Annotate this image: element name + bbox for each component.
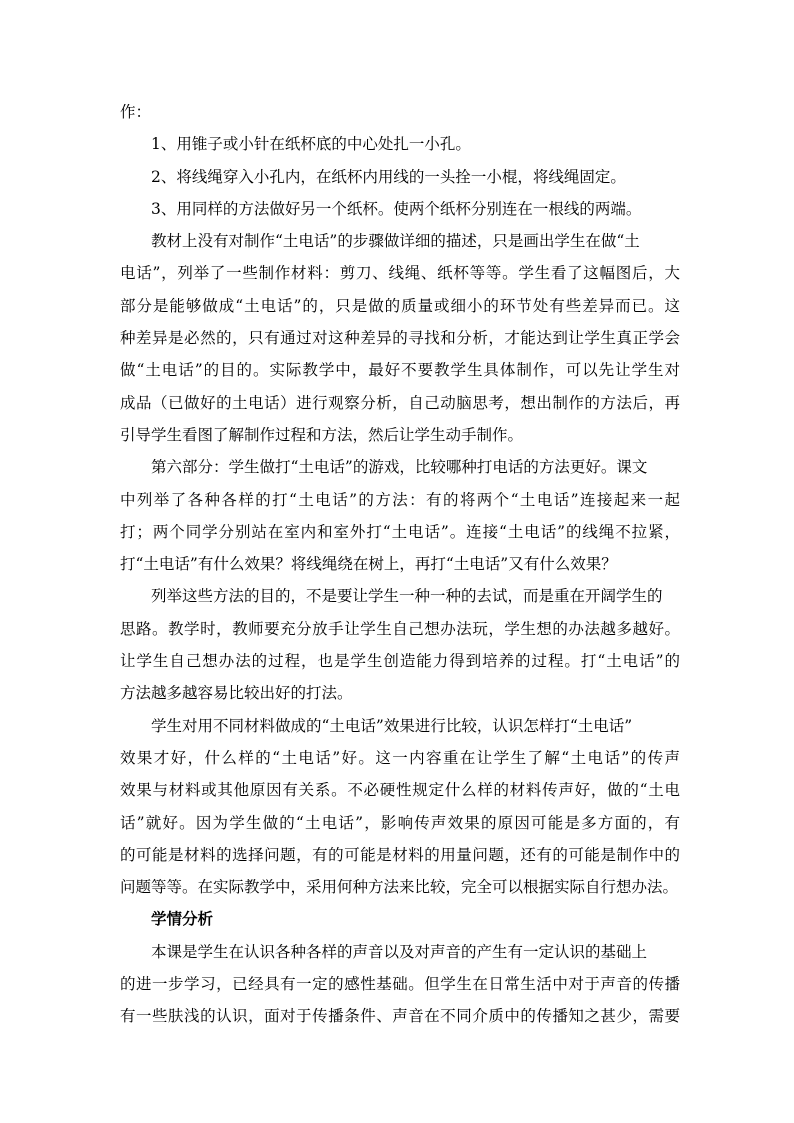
text-line: 部分是能够做成“土电话”的，只是做的质量或细小的环节处有些差异而已。这	[120, 296, 680, 315]
text-line: 1、用锥子或小针在纸杯底的中心处扎一小孔。	[151, 135, 471, 154]
text-line: 打“土电话”有什么效果？将线绳绕在树上，再打“土电话”又有什么效果？	[120, 555, 617, 574]
text-line: 3、用同样的方法做好另一个纸杯。使两个纸杯分别连在一根线的两端。	[151, 199, 642, 218]
text-line: 电话”，列举了一些制作材料：剪刀、线绳、纸杯等等。学生看了这幅图后，大	[120, 264, 680, 283]
text-line: 方法越多越容易比较出好的打法。	[120, 684, 353, 703]
text-line: 思路。教学时，教师要充分放手让学生自己想办法玩，学生想的办法越多越好。	[120, 619, 680, 638]
text-line: 让学生自己想办法的过程，也是学生创造能力得到培养的过程。打“土电话”的	[120, 652, 680, 671]
text-line: 效果才好，什么样的“土电话”好。这一内容重在让学生了解“土电话”的传声	[120, 748, 680, 767]
text-line: 作：	[120, 103, 152, 121]
document-page	[120, 96, 680, 1033]
text-line: 第六部分：学生做打“土电话”的游戏，比较哪种打电话的方法更好。课文	[151, 458, 648, 477]
text-line: 学生对用不同材料做成的“土电话”效果进行比较，认识怎样打“土电话”	[151, 716, 633, 735]
text-line: 列举这些方法的目的，不是要让学生一种一种的去试，而是重在开阔学生的	[151, 587, 663, 606]
text-line: 的可能是材料的选择问题，有的可能是材料的用量问题，还有的可能是制作中的	[120, 845, 680, 864]
text-line: 引导学生看图了解制作过程和方法，然后让学生动手制作。	[120, 425, 524, 444]
text-line: 问题等等。在实际教学中，采用何种方法来比较，完全可以根据实际自行想办法。	[120, 878, 679, 897]
text-line: 效果与材料或其他原因有关系。不必硬性规定什么样的材料传声好，做的“土电	[120, 781, 680, 800]
text-line: 种差异是必然的，只有通过对这种差异的寻找和分析，才能达到让学生真正学会	[120, 329, 680, 348]
text-line: 本课是学生在认识各种各样的声音以及对声音的产生有一定认识的基础上	[151, 942, 648, 961]
text-line: 话”就好。因为学生做的“土电话”，影响传声效果的原因可能是多方面的，有	[120, 813, 680, 832]
text-line: 打；两个同学分别站在室内和室外打“土电话”。连接“土电话”的线绳不拉紧，	[120, 522, 680, 541]
section-heading: 学情分析	[151, 909, 214, 929]
text-line: 教材上没有对制作“土电话”的步骤做详细的描述，只是画出学生在做“土	[151, 232, 640, 251]
text-line: 中列举了各种各样的打“土电话”的方法：有的将两个“土电话”连接起来一起	[120, 490, 680, 509]
text-line: 做“土电话”的目的。实际教学中，最好不要教学生具体制作，可以先让学生对	[120, 361, 680, 380]
text-line: 有一些肤浅的认识，面对于传播条件、声音在不同介质中的传播知之甚少，需要	[120, 1007, 680, 1026]
text-line: 2、将线绳穿入小孔内，在纸杯内用线的一头拴一小棍，将线绳固定。	[151, 167, 626, 186]
text-line: 的进一步学习，已经具有一定的感性基础。但学生在日常生活中对于声音的传播	[120, 975, 680, 994]
text-line: 成品（已做好的土电话）进行观察分析，自己动脑思考，想出制作的方法后，再	[120, 393, 680, 412]
